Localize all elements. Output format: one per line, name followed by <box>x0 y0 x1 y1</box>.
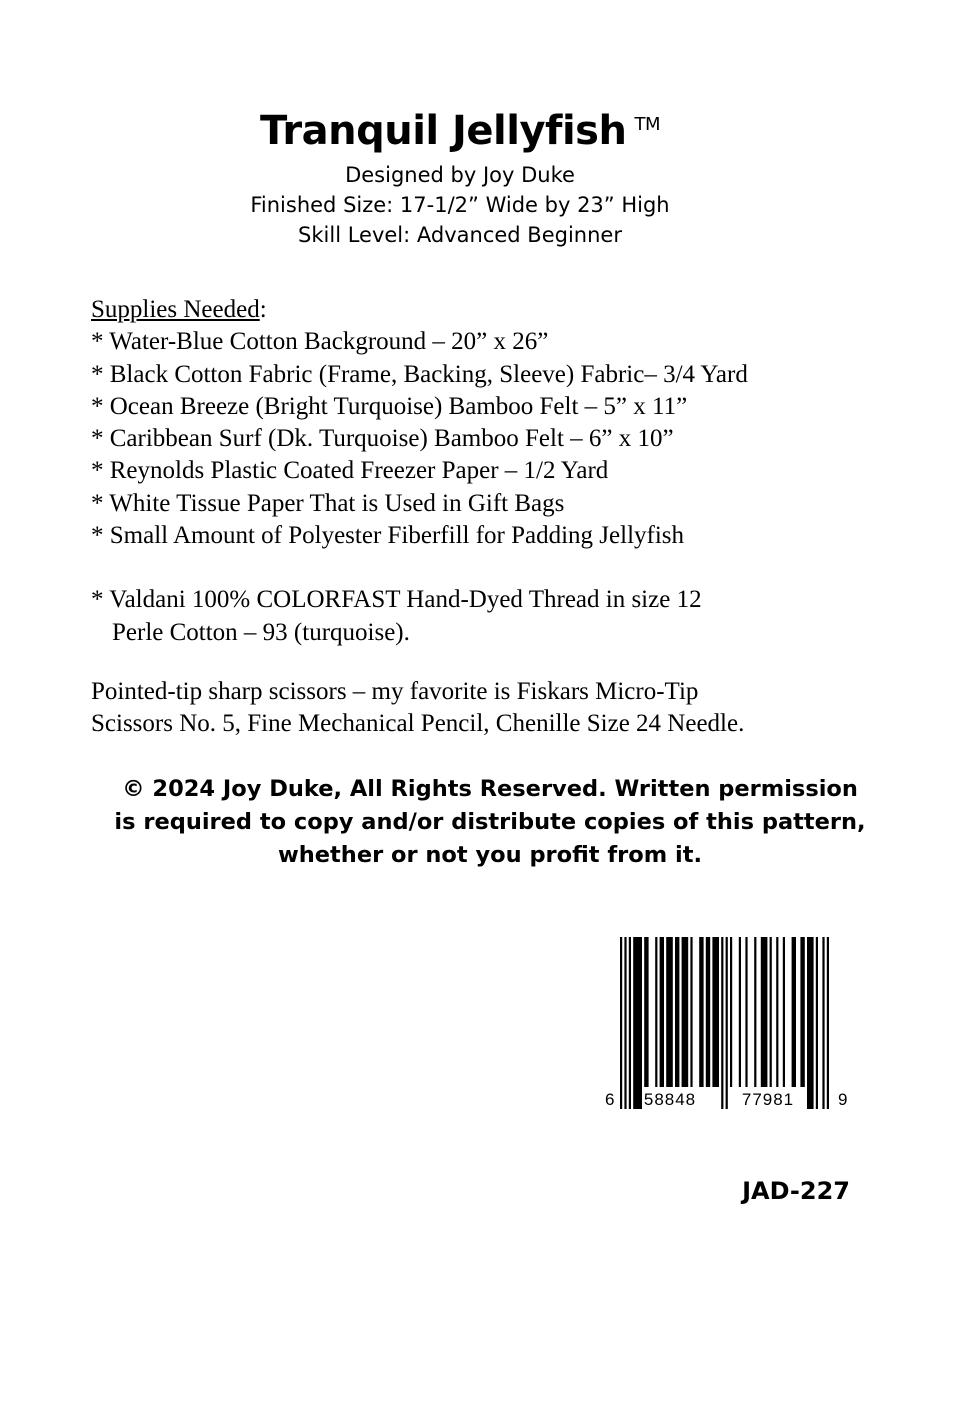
supply-item: * Small Amount of Polyester Fiberfill for Padding Jellyfish <box>91 522 685 550</box>
barcode-bar <box>783 937 785 1087</box>
barcode-bar <box>682 937 689 1087</box>
barcode-left-group: 58848 <box>643 1090 697 1109</box>
barcode-bar <box>739 937 741 1087</box>
tools-line-1: Pointed-tip sharp scissors – my favorite is Fiskars Micro-Tip <box>91 678 699 705</box>
barcode-bar <box>730 937 732 1087</box>
barcode-bar <box>776 937 778 1087</box>
barcode-bar <box>712 937 719 1087</box>
barcode-bar <box>807 937 814 1109</box>
barcode-bar <box>633 937 642 1109</box>
supplies-section <box>91 294 951 649</box>
skill-level-line: Skill Level: Advanced Beginner <box>298 223 622 247</box>
barcode-bar <box>822 937 824 1109</box>
barcode-bar <box>706 937 710 1087</box>
supply-item: * Black Cotton Fabric (Frame, Backing, Sleeve) Fabric– 3/4 Yard <box>91 360 748 388</box>
barcode-bar <box>721 937 723 1109</box>
copyright-line-3: whether or not you profit from it. <box>277 842 703 868</box>
header <box>0 96 920 250</box>
supplies-heading: Supplies Needed <box>91 296 260 323</box>
supply-item: * Water-Blue Cotton Background – 20” x 26” <box>91 328 549 356</box>
copyright-line-2: is required to copy and/or distribute copies of this pattern, <box>114 809 866 835</box>
barcode-bar <box>800 937 804 1087</box>
barcode-bar <box>644 937 648 1087</box>
supplies-heading-colon: : <box>259 296 267 323</box>
barcode-bar <box>726 937 728 1109</box>
barcode-bar <box>699 937 703 1087</box>
page-title <box>0 96 920 160</box>
barcode-bar <box>690 937 692 1087</box>
barcode-bar <box>629 937 631 1109</box>
tools-section <box>91 676 951 741</box>
supply-item: * Caribbean Surf (Dk. Turquoise) Bamboo Felt – 6” x 10” <box>91 425 674 453</box>
barcode-bar <box>660 937 664 1087</box>
barcode-bar <box>816 937 818 1109</box>
barcode-right-group: 77981 <box>741 1090 795 1109</box>
barcode-bar <box>745 937 747 1087</box>
supplies-heading-line <box>91 294 951 326</box>
title-text: Tranquil Jellyfish <box>260 108 627 154</box>
barcode-bar <box>792 937 796 1087</box>
barcode-bar <box>770 937 772 1087</box>
supply-item: * White Tissue Paper That is Used in Gift Bags <box>91 489 565 517</box>
thread-line-2: Perle Cotton – 93 (turquoise). <box>112 618 410 646</box>
upc-barcode <box>600 935 850 1115</box>
designer-line: Designed by Joy Duke <box>345 163 575 187</box>
barcode-bar <box>666 937 673 1087</box>
spacer <box>91 552 951 584</box>
trademark-symbol: TM <box>634 114 660 135</box>
barcode-bar <box>675 937 679 1087</box>
supply-item: * Ocean Breeze (Bright Turquoise) Bamboo Felt – 5” x 11” <box>91 392 688 420</box>
barcode-check-digit: 9 <box>838 1090 848 1109</box>
barcode-bar <box>754 937 756 1087</box>
product-code: JAD-227 <box>742 1177 850 1205</box>
barcode-lead-digit: 6 <box>605 1090 615 1109</box>
finished-size-line: Finished Size: 17-1/2” Wide by 23” High <box>250 193 670 217</box>
copyright-notice <box>60 773 920 872</box>
barcode-bar <box>761 937 768 1087</box>
supply-item: * Reynolds Plastic Coated Freezer Paper – 1/2 Yard <box>91 457 609 485</box>
barcode-bar <box>827 937 829 1109</box>
barcode-bar <box>620 937 622 1109</box>
barcode-bar <box>655 937 657 1087</box>
barcode-bar <box>624 937 626 1109</box>
thread-line-1: * Valdani 100% COLORFAST Hand-Dyed Thread in size 12 <box>91 586 702 614</box>
tools-line-2: Scissors No. 5, Fine Mechanical Pencil, Chenille Size 24 Needle. <box>91 710 745 738</box>
barcode-bars <box>620 937 829 1109</box>
barcode-graphic <box>600 935 850 1115</box>
copyright-line-1: © 2024 Joy Duke, All Rights Reserved. Written permission <box>122 776 858 802</box>
